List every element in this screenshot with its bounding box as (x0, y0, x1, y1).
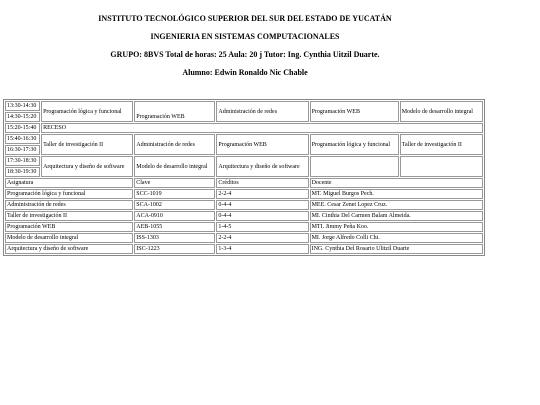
subject-name: Modelo de desarrollo integral (5, 233, 133, 243)
time-slot: 15:40-16:30 (5, 134, 40, 144)
institution-title: INSTITUTO TECNOLÓGICO SUPERIOR DEL SUR DEL ESTADO DE YUCATÁN (98, 14, 392, 23)
class-cell: Programación WEB (310, 101, 399, 122)
subject-credits: 0-4-4 (216, 200, 308, 210)
student-name: Alumno: Edwin Ronaldo Nic Chable (182, 68, 308, 77)
column-header: Asignatura (5, 178, 133, 188)
subject-credits: 1-4-5 (216, 222, 308, 232)
subject-teacher: MI. Jorge Alfredo Colli Chi. (310, 233, 483, 243)
class-cell: Programación lógica y funcional (41, 101, 133, 122)
class-cell: Programación WEB (134, 101, 215, 122)
class-cell: Taller de investigación II (400, 134, 483, 155)
class-cell: Arquitectura y diseño de software (41, 156, 133, 177)
group-info: GRUPO: 8BVS Total de horas: 25 Aula: 20 j Tutor: Ing. Cynthia Uitzil Duarte. (110, 50, 380, 59)
subject-name: Arquitectura y diseño de software (5, 244, 133, 254)
subject-name: Taller de investigación II (5, 211, 133, 221)
subject-name: Programación lógica y funcional (5, 189, 133, 199)
table-row (5, 222, 483, 232)
subject-name: Programación WEB (5, 222, 133, 232)
subject-teacher: MT. Miguel Burgos Pech. (310, 189, 483, 199)
class-cell: Taller de investigación II (41, 134, 133, 155)
subject-teacher: ING. Cynthia Del Rosario Ulitzil Duarte (310, 244, 483, 254)
subject-teacher: MTI. Jimmy Peña Koo. (310, 222, 483, 232)
class-cell: Administración de redes (134, 134, 215, 155)
time-slot: 13:30-14:30 (5, 101, 40, 111)
column-header: Créditos (216, 178, 308, 188)
time-slot: 15:20-15:40 (5, 123, 40, 133)
table-row (5, 233, 483, 243)
class-cell-empty (400, 156, 483, 177)
subject-code: ISS-1303 (134, 233, 215, 243)
column-header: Docente (310, 178, 483, 188)
recess-label: RECESO (41, 123, 483, 133)
class-cell: Administración de redes (216, 101, 308, 122)
subject-teacher: MEE. Cesar Zenet Lopez Cruz. (310, 200, 483, 210)
program-title: INGENIERIA EN SISTEMAS COMPUTACIONALES (150, 32, 340, 41)
table-row (5, 189, 483, 199)
schedule-row (5, 134, 483, 144)
subject-code: SCA-1002 (134, 200, 215, 210)
schedule-row (5, 101, 483, 111)
class-cell: Programación lógica y funcional (310, 134, 399, 155)
subject-credits: 0-4-4 (216, 211, 308, 221)
subject-teacher: MI. Cinthia Del Carmen Balam Almeida. (310, 211, 483, 221)
subject-credits: 2-2-4 (216, 189, 308, 199)
subject-name: Administración de redes (5, 200, 133, 210)
class-cell: Programación WEB (216, 134, 308, 155)
time-slot: 17:30-18:30 (5, 156, 40, 166)
class-cell: Modelo de desarrollo integral (134, 156, 215, 177)
schedule-row (5, 156, 483, 166)
class-cell: Modelo de desarrollo integral (400, 101, 483, 122)
schedule-table (3, 99, 485, 256)
table-row (5, 200, 483, 210)
subject-code: AEB-1055 (134, 222, 215, 232)
class-cell-empty (310, 156, 399, 177)
recess-row (5, 123, 483, 133)
subject-credits: 1-3-4 (216, 244, 308, 254)
subject-code: SCC-1019 (134, 189, 215, 199)
subjects-header-row (5, 178, 483, 188)
table-row (5, 244, 483, 254)
subject-code: ACA-0910 (134, 211, 215, 221)
time-slot: 16:30-17:30 (5, 145, 40, 155)
table-row (5, 211, 483, 221)
class-cell: Arquitectura y diseño de software (216, 156, 308, 177)
time-slot: 18:30-19:30 (5, 167, 40, 177)
column-header: Clave (134, 178, 215, 188)
time-slot: 14:30-15:20 (5, 112, 40, 122)
subject-credits: 2-2-4 (216, 233, 308, 243)
subject-code: ISC-1223 (134, 244, 215, 254)
